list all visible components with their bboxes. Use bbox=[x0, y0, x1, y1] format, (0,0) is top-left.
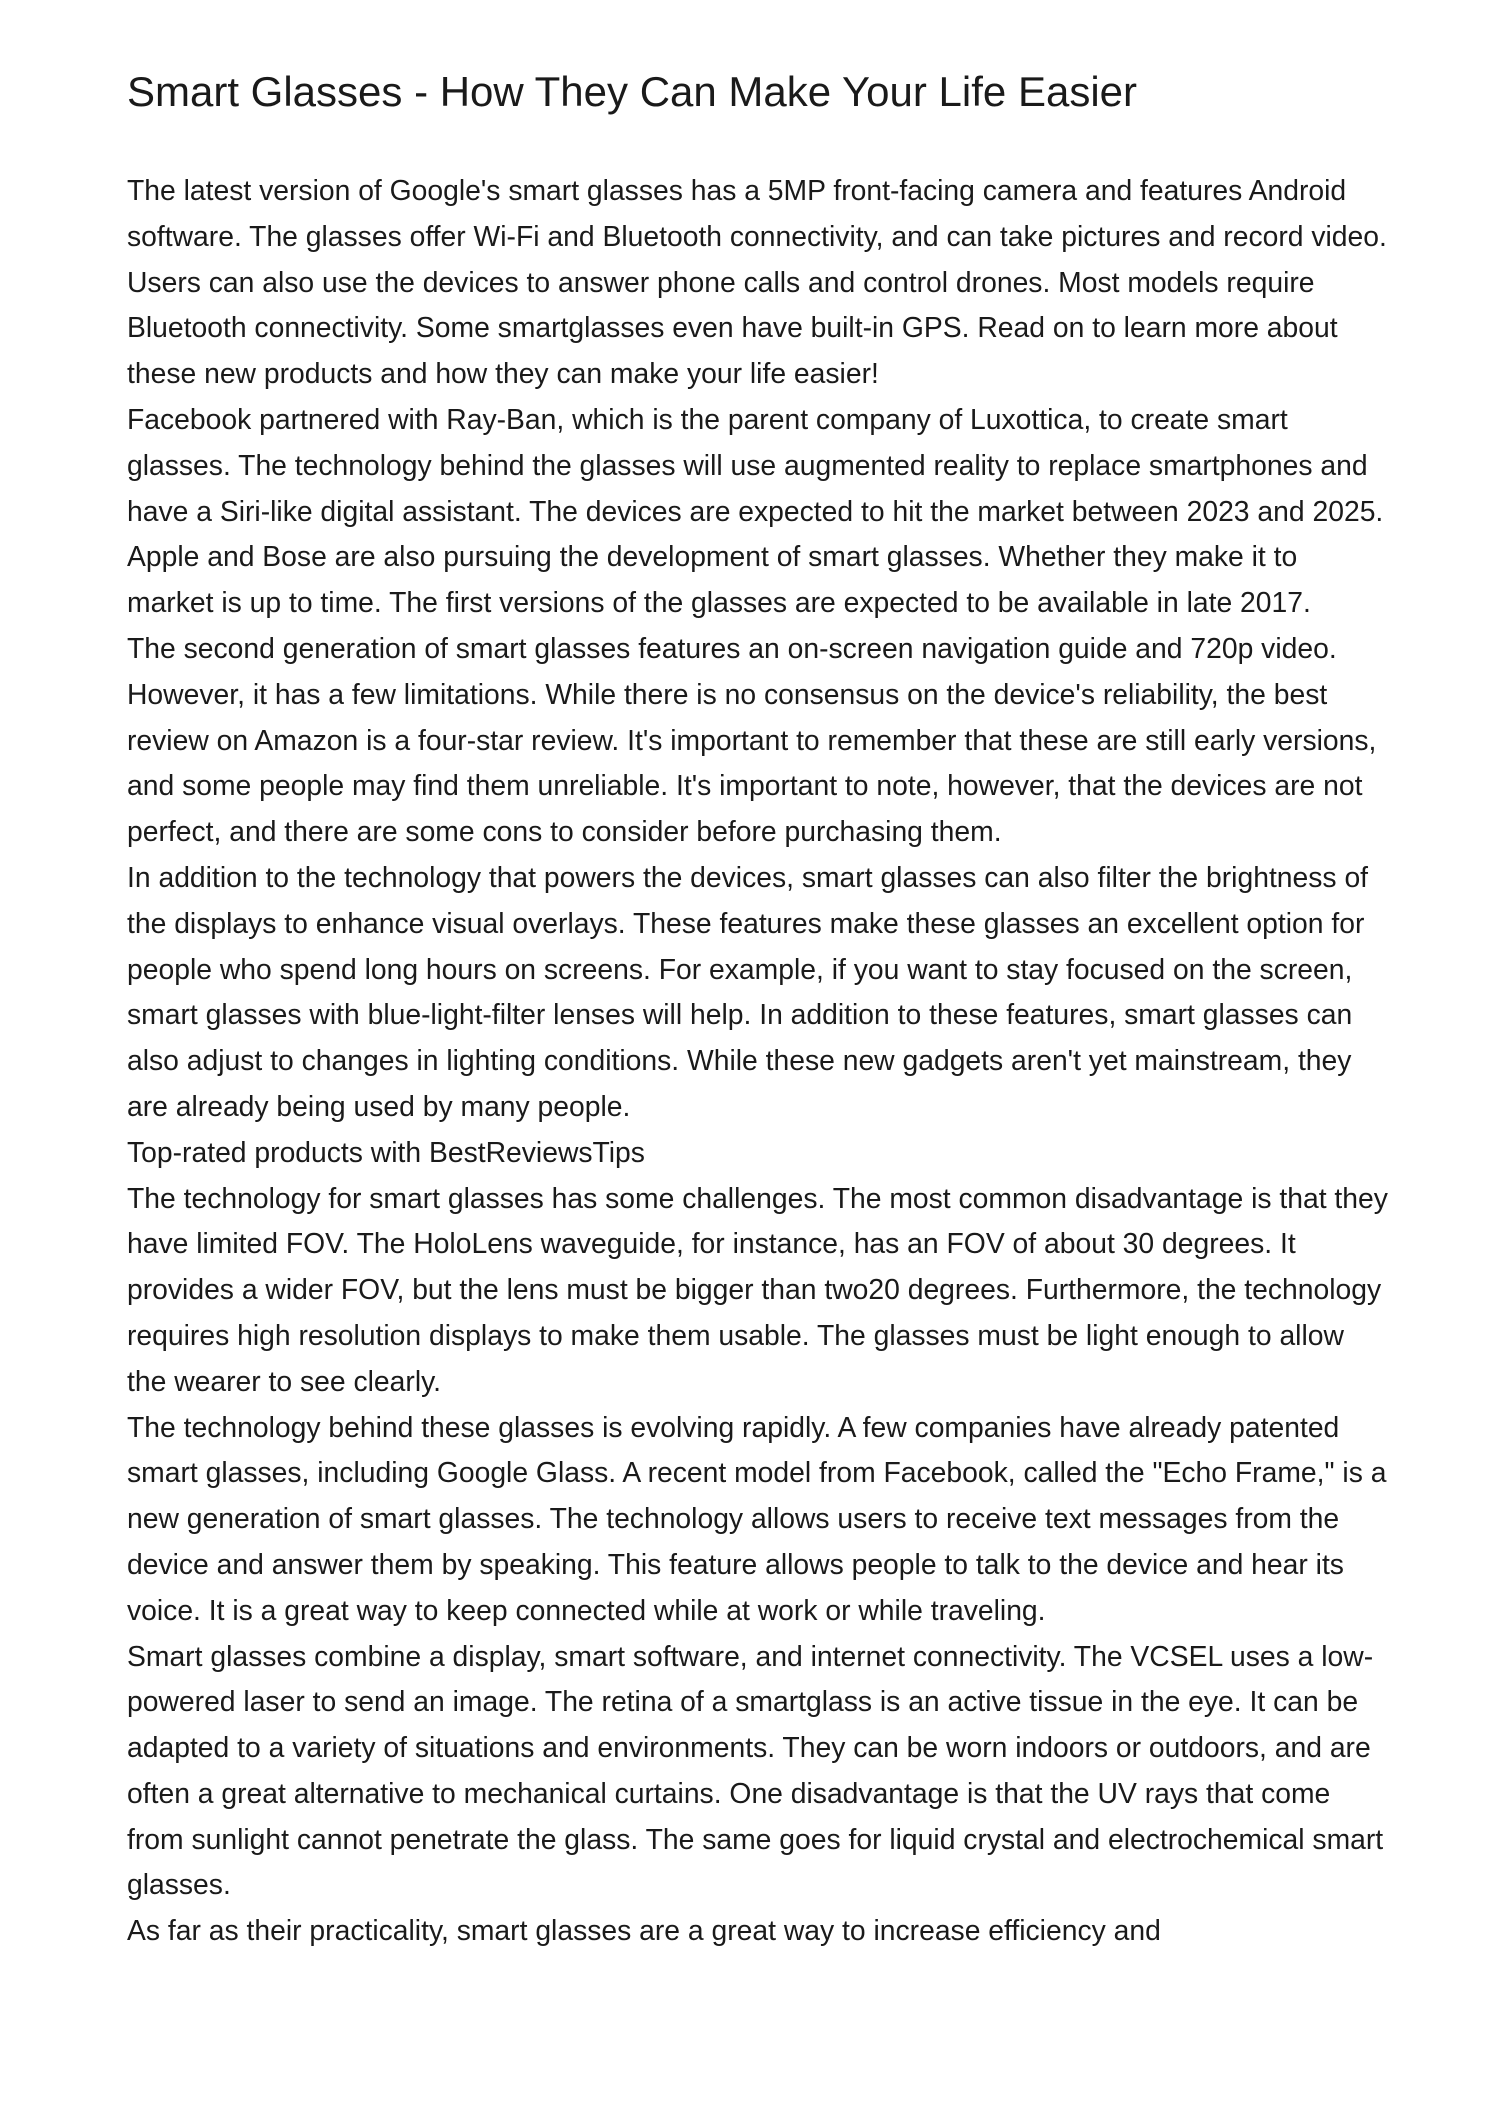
paragraph-2: Facebook partnered with Ray-Ban, which is the parent company of Luxottica, to create smart glasses. The technology behind the glasses will use augmented reality to replace smartphones and have a Siri-like digital assistant. The devices are expected to hit the market between 2023 and 2025. Apple and Bose are also pursuing the development of smart glasses. Whether they make it to market is up to time. The first versions of the glasses are expected to be available in late 2017. bbox=[127, 402, 1384, 619]
paragraph-7: The technology behind these glasses is evolving rapidly. A few companies have already patented smart glasses, including Google Glass. A recent model from Facebook, called the "Echo Frame," is a new generation of smart glasses. The technology allows users to receive text messages from the device and answer them by speaking. This feature allows people to talk to the device and hear its voice. It is a great way to keep connected while at work or while traveling. bbox=[127, 1410, 1387, 1626]
paragraph-9: As far as their practicality, smart glasses are a great way to increase efficiency and bbox=[127, 1914, 1161, 1947]
page-title: Smart Glasses - How They Can Make Your Life Easier bbox=[127, 68, 1137, 115]
paragraph-1: The latest version of Google's smart glasses has a 5MP front-facing camera and features Android software. The glasses offer Wi-Fi and Bluetooth connectivity, and can take pictures and record video. Users can also use the devices to answer phone calls and control drones. Most models require Bluetooth connectivity. Some smartglasses even have built-in GPS. Read on to learn more about these new products and how they can make your life easier! bbox=[127, 174, 1387, 390]
paragraph-6: The technology for smart glasses has some challenges. The most common disadvantage is that they have limited FOV. The HoloLens waveguide, for instance, has an FOV of about 30 degrees. It provides a wider FOV, but the lens must be bigger than two20 degrees. Furthermore, the technology requires high resolution displays to make them usable. The glasses must be light enough to allow the wearer to see clearly. bbox=[127, 1181, 1388, 1397]
paragraph-5-link-text: Top-rated products with BestReviewsTips bbox=[127, 1135, 645, 1168]
paragraph-8: Smart glasses combine a display, smart software, and internet connectivity. The VCSEL uses a low-powered laser to send an image. The retina of a smartglass is an active tissue in the eye. It can be adapted to a variety of situations and environments. They can be worn indoors or outdoors, and are often a great alternative to mechanical curtains. One disadvantage is that the UV rays that come from sunlight cannot penetrate the glass. The same goes for liquid crystal and electrochemical smart glasses. bbox=[127, 1639, 1384, 1901]
paragraph-4: In addition to the technology that powers the devices, smart glasses can also filter the brightness of the displays to enhance visual overlays. These features make these glasses an excellent option for people who spend long hours on screens. For example, if you want to stay focused on the screen, smart glasses with blue-light-filter lenses will help. In addition to these features, smart glasses can also adjust to changes in lighting conditions. While these new gadgets aren't yet mainstream, they are already being used by many people. bbox=[127, 860, 1369, 1122]
paragraph-3: The second generation of smart glasses features an on-screen navigation guide and 720p video. However, it has a few limitations. While there is no consensus on the device's reliability, the best review on Amazon is a four-star review. It's important to remember that these are still early versions, and some people may find them unreliable. It's important to note, however, that the devices are not perfect, and there are some cons to consider before purchasing them. bbox=[127, 631, 1377, 848]
article-body bbox=[127, 168, 1389, 1954]
